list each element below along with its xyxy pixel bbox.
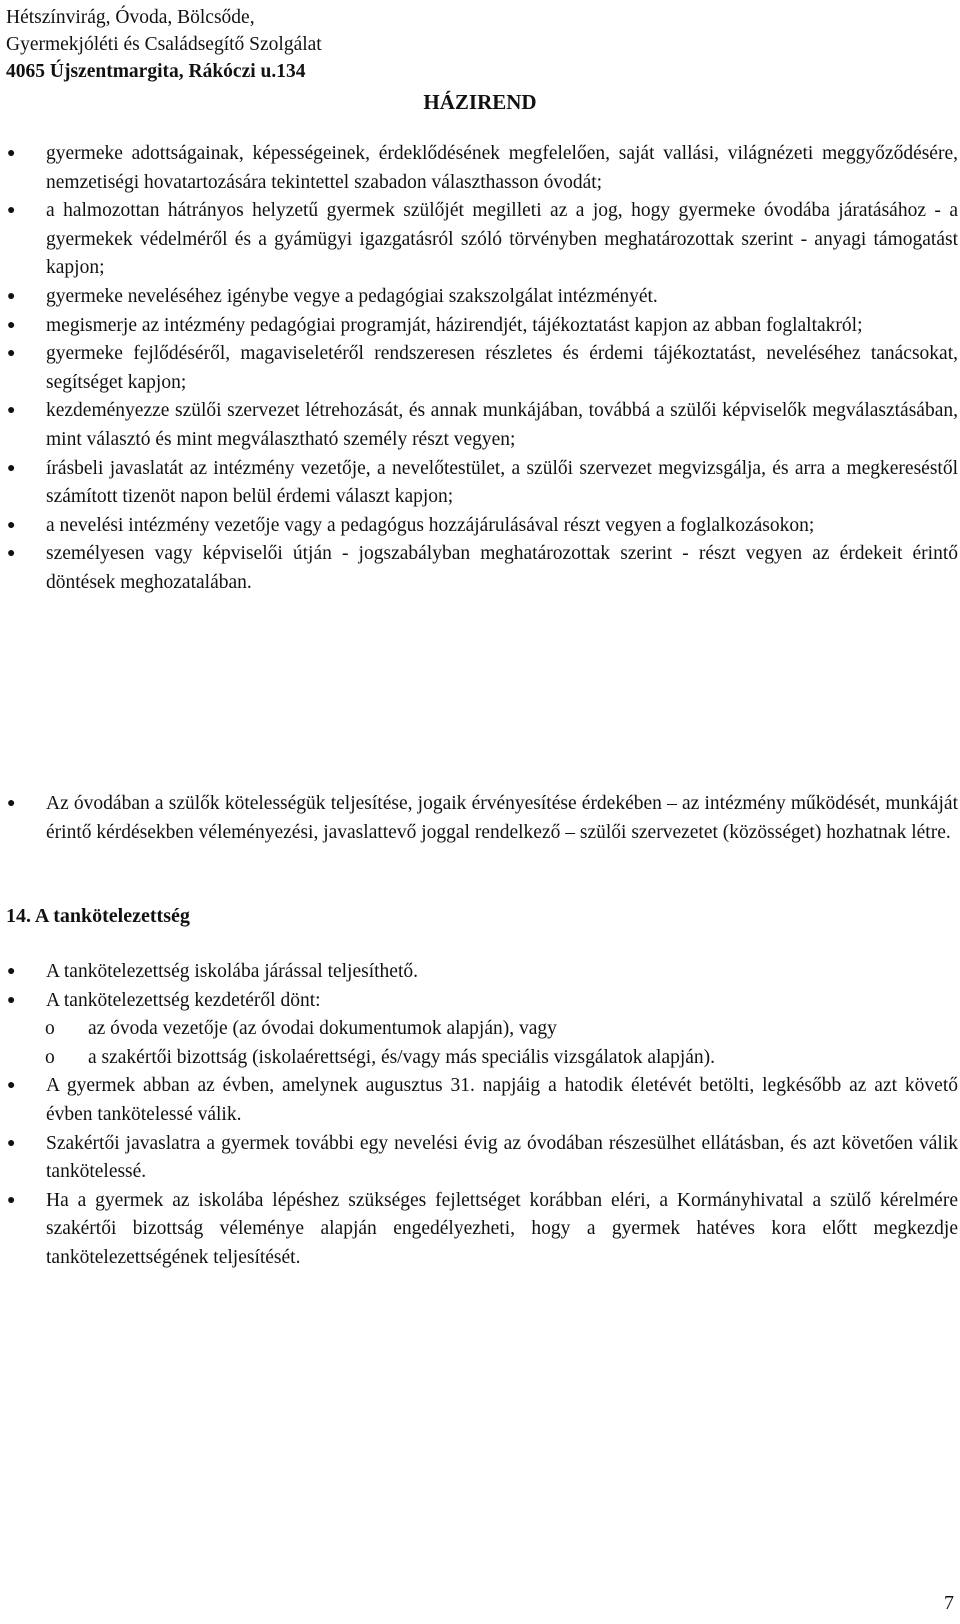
sub-list-item: o a szakértői bizottság (iskolaérettségi, és/vagy más speciális vizsgálatok alapján).	[46, 1044, 958, 1073]
bullet-icon: ●	[7, 546, 16, 562]
compulsory-schooling-list	[7, 958, 958, 1273]
document-header	[6, 4, 322, 85]
bullet-icon: ●	[7, 1078, 16, 1094]
bullet-icon: ●	[7, 346, 16, 362]
parents-organization-paragraph	[7, 790, 958, 847]
bullet-icon: ●	[7, 517, 16, 533]
list-item: ● írásbeli javaslatát az intézmény vezetője, a nevelőtestület, a szülői szervezet megvizsgálja, és arra a megkereséstől számított tizenöt napon belül érdemi választ kapjon;	[46, 455, 958, 512]
sub-list-item: o az óvoda vezetője (az óvodai dokumentumok alapján), vagy	[46, 1015, 958, 1044]
sub-bullet-icon: o	[45, 1046, 55, 1068]
bullet-icon: ●	[7, 796, 16, 811]
bullet-icon: ●	[7, 1135, 16, 1151]
header-address: 4065 Újszentmargita, Rákóczi u.134	[6, 61, 306, 82]
list-item: ● A tankötelezettség iskolába járással teljesíthető.	[46, 958, 958, 987]
section-heading: 14. A tankötelezettség	[6, 905, 190, 927]
header-institution-services: Gyermekjóléti és Családsegítő Szolgálat	[6, 34, 322, 55]
bullet-icon: ●	[7, 146, 16, 161]
bullet-icon: ●	[7, 1192, 16, 1208]
sub-bullet-icon: o	[45, 1018, 55, 1040]
list-item: ● A tankötelezettség kezdetéről dönt:	[46, 987, 958, 1016]
list-item: ● gyermeke neveléséhez igénybe vegye a pedagógiai szakszolgálat intézményét.	[46, 283, 958, 312]
header-institution-name: Hétszínvirág, Óvoda, Bölcsőde,	[6, 7, 255, 28]
list-item: ● a halmozottan hátrányos helyzetű gyermek szülőjét megilleti az a jog, hogy gyermeke óvodába járatásához - a gyermekek védelméről és a gyámügyi igazgatásról szóló törvényben meghatározottak szerint - anyagi támogatást kapjon;	[46, 197, 958, 283]
list-item: ● megismerje az intézmény pedagógiai programját, házirendjét, tájékoztatást kapjon az abban foglaltakról;	[46, 312, 958, 341]
list-item: ● személyesen vagy képviselői útján - jogszabályban meghatározottak szerint - részt vegyen az érdekeit érintő döntések meghozatalában.	[46, 540, 958, 597]
list-item: ● gyermeke fejlődéséről, magaviseletéről rendszeresen részletes és érdemi tájékoztatást, neveléséhez tanácsokat, segítséget kapjon;	[46, 340, 958, 397]
bullet-icon: ●	[7, 992, 16, 1008]
list-item: ● kezdeményezze szülői szervezet létrehozását, és annak munkájában, továbbá a szülői képviselők megválasztásában, mint választó és mint megválasztható személy részt vegyen;	[46, 397, 958, 454]
list-item: ● a nevelési intézmény vezetője vagy a pedagógus hozzájárulásával részt vegyen a foglalkozásokon;	[46, 512, 958, 541]
bullet-icon: ●	[7, 964, 16, 979]
list-item: ● Szakértői javaslatra a gyermek további egy nevelési évig az óvodában részesülhet ellátásban, és azt követően válik tankötelessé.	[46, 1130, 958, 1187]
bullet-icon: ●	[7, 203, 16, 219]
parent-rights-list	[7, 140, 958, 598]
list-item: ● gyermeke adottságainak, képességeinek, érdeklődésének megfelelően, saját vallási, világnézeti meggyőződésére, nemzetiségi hovatartozására tekintettel szabadon választhasson óvodát;	[46, 140, 958, 197]
list-item: ● A gyermek abban az évben, amelynek augusztus 31. napjáig a hatodik életévét betölti, legkésőbb az azt követő évben tankötelessé válik.	[46, 1072, 958, 1129]
list-item: ● Az óvodában a szülők kötelességük teljesítése, jogaik érvényesítése érdekében – az intézmény működését, munkáját érintő kérdésekben véleményezési, javaslattevő joggal rendelkező – szülői szervezetet (közösséget) hozhatnak létre.	[46, 790, 958, 847]
bullet-icon: ●	[7, 288, 16, 304]
page-number: 7	[944, 1592, 954, 1614]
document-title: HÁZIREND	[423, 90, 537, 114]
list-item: ● Ha a gyermek az iskolába lépéshez szükséges fejlettséget korábban eléri, a Kormányhivatal a szülő kérelmére szakértői bizottság véleménye alapján engedélyezheti, hogy a gyermek hatéves kora előtt megkezdje tankötelezettségének teljesítését.	[46, 1187, 958, 1273]
bullet-icon: ●	[7, 403, 16, 419]
bullet-icon: ●	[7, 460, 16, 476]
bullet-icon: ●	[7, 317, 16, 333]
